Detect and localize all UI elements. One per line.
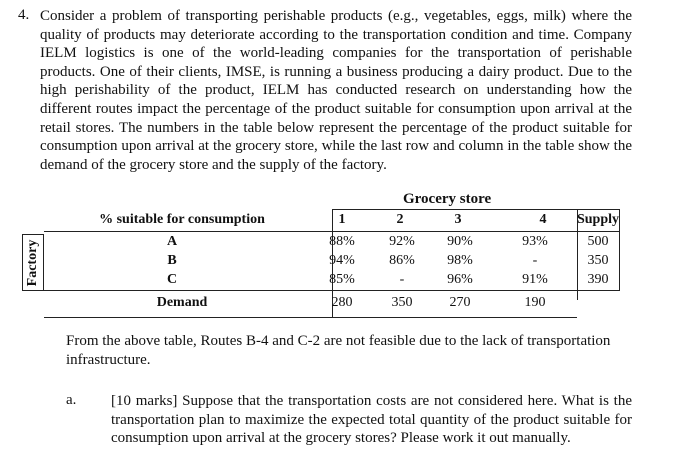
- supply-c: 390: [587, 272, 609, 287]
- cell-c-4: 91%: [522, 272, 548, 287]
- grocery-store-header: Grocery store: [403, 191, 492, 207]
- question-number: 4.: [18, 7, 30, 23]
- row-divider: [44, 290, 620, 291]
- factory-label: Factory: [25, 239, 40, 287]
- cell-b-3: 98%: [447, 253, 473, 268]
- row-label-c: C: [166, 272, 178, 287]
- row-label-b: B: [167, 253, 177, 268]
- demand-2: 350: [391, 295, 413, 310]
- demand-label: Demand: [156, 295, 208, 310]
- col-header-2: 2: [396, 212, 404, 227]
- col-header-4: 4: [539, 212, 547, 227]
- question-intro: Consider a problem of transporting perishable products (e.g., vegetables, eggs, milk) where the quality of products may deteriorate according to the transportation condition and time. Company IELM logistics is one of the world-leading companies for the transportation of perishable products. One of their clients, IMSE, is running a business producing a dairy product. Due to the high perishability of the product, IELM has conducted research on understanding how the different routes impact the percentage of the product suitable for consumption upon arrival at the retail stores. The numbers in the table below represent the percentage of the product suitable for consumption upon arrival at the grocery store, while the last row and column in the table show the demand of the grocery store and the supply of the factory.: [40, 8, 632, 173]
- demand-4: 190: [524, 295, 546, 310]
- demand-3: 270: [449, 295, 471, 310]
- cell-c-2: -: [399, 272, 405, 287]
- cell-a-2: 92%: [389, 234, 415, 249]
- row-divider: [44, 231, 620, 232]
- supply-a: 500: [587, 234, 609, 249]
- cell-b-4: -: [532, 253, 538, 268]
- part-a-text: [10 marks] Suppose that the transportation costs are not considered here. What is the transportation plan to maximize the expected total quantity of the product suitable for consumption upon arrival at the grocery stores? Please work it out manually.: [111, 393, 632, 447]
- cell-b-1: 94%: [329, 253, 355, 268]
- cell-a-1: 88%: [329, 234, 355, 249]
- supply-top-border: [577, 209, 619, 210]
- infeasible-routes-note: From the above table, Routes B-4 and C-2 are not feasible due to the lack of transportation infrastructure.: [66, 333, 611, 368]
- row-header-title: % suitable for consumption: [99, 212, 265, 227]
- cell-c-1: 85%: [329, 272, 355, 287]
- col-header-3: 3: [454, 212, 462, 227]
- supply-header: Supply: [576, 212, 620, 227]
- row-label-a: A: [166, 234, 178, 249]
- col-header-1: 1: [338, 212, 346, 227]
- factory-label-box: [22, 234, 44, 291]
- cell-a-4: 93%: [522, 234, 548, 249]
- cell-b-2: 86%: [389, 253, 415, 268]
- group-header-underline: [332, 209, 577, 210]
- transport-table: [22, 191, 620, 318]
- supply-b: 350: [587, 253, 609, 268]
- cell-a-3: 90%: [447, 234, 473, 249]
- part-a-label: a.: [66, 392, 77, 408]
- demand-1: 280: [331, 295, 353, 310]
- cell-c-3: 96%: [447, 272, 473, 287]
- row-divider: [44, 317, 577, 318]
